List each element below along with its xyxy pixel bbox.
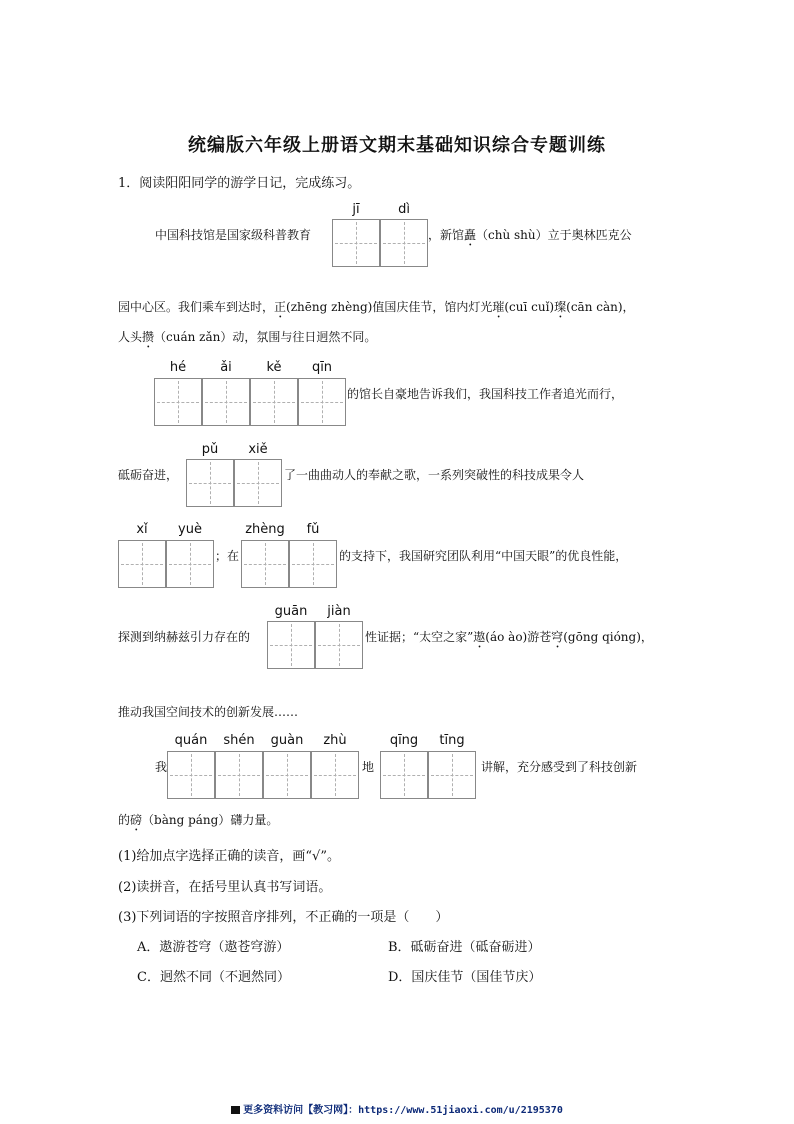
- pinyin-label: jī: [352, 202, 360, 217]
- passage-text: 讲解，充分感受到了科技创新: [481, 760, 638, 774]
- passage-text: 的馆长自豪地告诉我们，我国科技工作者追光而行，: [347, 387, 624, 401]
- flag-icon: [231, 1106, 240, 1114]
- passage-text: 我: [155, 760, 168, 774]
- writing-box[interactable]: [289, 540, 337, 588]
- dotted-char: 穹: [551, 630, 564, 644]
- sub-question-1: (1)给加点字选择正确的读音，画“√”。: [118, 849, 340, 864]
- passage-text: 地: [362, 760, 375, 774]
- writing-box[interactable]: [166, 540, 214, 588]
- passage-text: 人头攒（cuán zǎn）动，氛围与往日迥然不同。: [118, 330, 377, 344]
- dotted-char: 磅: [130, 813, 143, 827]
- pinyin-label: qīng: [389, 733, 419, 748]
- pinyin-label: fǔ: [306, 522, 320, 537]
- writing-box[interactable]: [215, 751, 263, 799]
- writing-box[interactable]: [267, 621, 315, 669]
- writing-box[interactable]: [315, 621, 363, 669]
- option-d[interactable]: D．国庆佳节（国佳节庆）: [388, 970, 542, 985]
- writing-box[interactable]: [234, 459, 282, 507]
- option-c[interactable]: C．迥然不同（不迥然同）: [137, 970, 290, 985]
- passage-text: 推动我国空间技术的创新发展……: [118, 705, 299, 719]
- writing-box[interactable]: [186, 459, 234, 507]
- pinyin-label: tīng: [439, 733, 465, 748]
- sub-question-3: (3)下列词语的字按照音序排列，不正确的一项是（ ）: [118, 910, 449, 925]
- pinyin-label: guàn: [270, 733, 304, 748]
- pinyin-label: ǎi: [220, 360, 232, 375]
- writing-box[interactable]: [118, 540, 166, 588]
- option-b[interactable]: B．砥砺奋进（砥奋砺进）: [388, 940, 541, 955]
- pinyin-label: zhù: [323, 733, 347, 748]
- pinyin-label: jiàn: [327, 604, 351, 619]
- pinyin-label: dì: [398, 202, 410, 217]
- dotted-char: 攒: [142, 330, 155, 344]
- writing-box[interactable]: [241, 540, 289, 588]
- passage-text: 的支持下，我国研究团队利用“中国天眼”的优良性能，: [339, 549, 628, 563]
- footer-link[interactable]: 更多资料访问【教习网】：https://www.51jiaoxi.com/u/2195370: [0, 1101, 794, 1116]
- writing-box[interactable]: [167, 751, 215, 799]
- writing-box[interactable]: [202, 378, 250, 426]
- passage-text: 的磅（bàng páng）礴力量。: [118, 813, 279, 827]
- pinyin-label: xiě: [248, 442, 268, 457]
- writing-box[interactable]: [311, 751, 359, 799]
- pinyin-label: hé: [169, 360, 187, 375]
- passage-text: 园中心区。我们乘车到达时，正(zhēng zhèng)值国庆佳节，馆内灯光璀(cuī cuǐ)璨(cān càn)，: [118, 300, 635, 314]
- pinyin-label: zhèng: [245, 522, 285, 537]
- writing-box[interactable]: [380, 219, 428, 267]
- dotted-char: 正: [274, 300, 287, 314]
- writing-box[interactable]: [428, 751, 476, 799]
- passage-text: 性证据；“太空之家”遨(áo ào)游苍穹(gōng qióng)，: [365, 630, 653, 644]
- pinyin-label: shén: [223, 733, 255, 748]
- pinyin-label: pǔ: [201, 442, 219, 457]
- pinyin-label: yuè: [178, 522, 202, 537]
- passage-text: ；在: [215, 549, 240, 563]
- pinyin-label: guān: [274, 604, 308, 619]
- passage-text: 中国科技馆是国家级科普教育: [155, 228, 312, 242]
- passage-text: 了一曲曲动人的奉献之歌，一系列突破性的科技成果令人: [284, 468, 585, 482]
- pinyin-label: qīn: [311, 360, 333, 375]
- dotted-char: 璨: [554, 300, 567, 314]
- passage-text: 探测到纳赫兹引力存在的: [118, 630, 251, 644]
- pinyin-label: kě: [266, 360, 282, 375]
- writing-box[interactable]: [380, 751, 428, 799]
- page-title: 统编版六年级上册语文期末基础知识综合专题训练: [188, 135, 606, 156]
- passage-text: ，新馆矗（chù shù）立于奥林匹克公: [428, 228, 632, 242]
- dotted-char: 遨: [473, 630, 486, 644]
- writing-box[interactable]: [332, 219, 380, 267]
- sub-question-2: (2)读拼音，在括号里认真书写词语。: [118, 880, 332, 895]
- writing-box[interactable]: [154, 378, 202, 426]
- writing-box[interactable]: [298, 378, 346, 426]
- passage-text: 砥砺奋进，: [118, 468, 179, 482]
- dotted-char: 璀: [492, 300, 505, 314]
- question-intro: 1．阅读阳阳同学的游学日记，完成练习。: [118, 176, 361, 191]
- pinyin-label: quán: [174, 733, 208, 748]
- writing-box[interactable]: [250, 378, 298, 426]
- writing-box[interactable]: [263, 751, 311, 799]
- option-a[interactable]: A．遨游苍穹（遨苍穹游）: [137, 940, 290, 955]
- dotted-char: 矗: [464, 228, 477, 242]
- pinyin-label: xǐ: [136, 522, 148, 537]
